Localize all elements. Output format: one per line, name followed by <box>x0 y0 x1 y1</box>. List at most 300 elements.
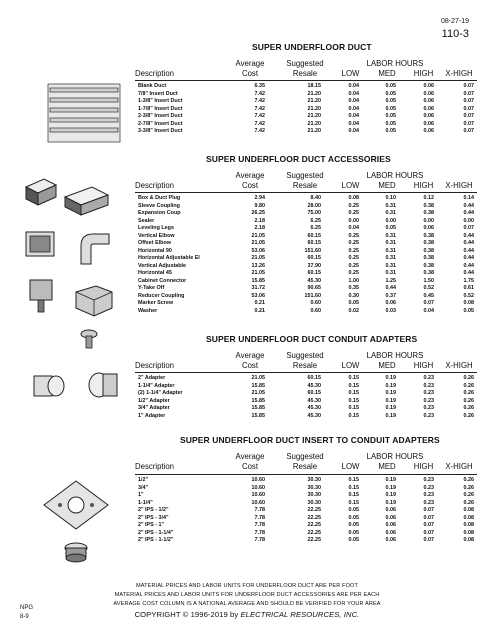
table-row <box>138 218 474 226</box>
row-description: Box & Duct Plug <box>138 195 181 201</box>
table-accessories <box>138 195 474 315</box>
table-row <box>138 128 474 136</box>
row-value: 30.30 <box>307 492 321 498</box>
row-value: 0.31 <box>385 202 396 209</box>
row-value: 0.07 <box>463 90 474 97</box>
row-value: 6.25 <box>310 225 321 231</box>
row-value: 0.06 <box>385 522 396 528</box>
row-value: 0.31 <box>385 247 396 254</box>
row-value: 0.23 <box>423 382 434 389</box>
row-value: 0.00 <box>423 217 434 224</box>
row-value: 0.05 <box>463 307 474 314</box>
col-suggested: Suggested <box>286 351 324 360</box>
table-row <box>138 383 474 391</box>
col-xhigh: X-HIGH <box>445 69 473 78</box>
row-description: 2" IPS - 3/4" <box>138 514 169 521</box>
row-value: 0.25 <box>348 240 359 246</box>
row-value: 6.35 <box>254 83 265 89</box>
row-value: 7.42 <box>254 98 265 104</box>
row-value: 0.44 <box>463 202 474 209</box>
row-value: 0.23 <box>423 477 434 483</box>
row-description: Vertical Adjustable <box>138 262 187 269</box>
row-value: 0.14 <box>463 195 474 201</box>
row-value: 0.25 <box>348 262 359 269</box>
row-description: 2-7/8" Insert Duct <box>138 120 183 127</box>
row-value: 0.06 <box>385 529 396 536</box>
col-resale: Resale <box>292 181 318 190</box>
row-value: 0.15 <box>348 390 359 396</box>
footer-note-2: MATERIAL PRICES AND LABOR UNITS FOR UNDERFLOOR DUCT ACCESSORIES ARE PER EACH <box>114 592 380 598</box>
row-value: 0.07 <box>463 98 474 104</box>
row-value: 2.18 <box>254 225 265 231</box>
row-value: 0.25 <box>348 270 359 276</box>
table-row <box>138 485 474 493</box>
row-value: 0.44 <box>463 232 474 239</box>
table-row <box>138 83 474 91</box>
row-value: 22.25 <box>307 522 321 528</box>
row-value: 0.08 <box>348 195 359 201</box>
row-value: 45.30 <box>307 405 321 411</box>
row-value: 0.07 <box>463 113 474 119</box>
row-value: 0.23 <box>423 405 434 411</box>
row-value: 0.04 <box>348 120 359 127</box>
table-row <box>138 515 474 523</box>
row-value: 21.05 <box>251 240 265 246</box>
row-value: 0.19 <box>385 477 396 483</box>
footer-note-1: MATERIAL PRICES AND LABOR UNITS FOR UNDERFLOOR DUCT ARE PER FOOT <box>136 583 358 589</box>
header-rule <box>135 192 477 193</box>
row-value: 0.15 <box>348 412 359 419</box>
row-value: 0.06 <box>423 225 434 231</box>
row-value: 0.19 <box>385 382 396 389</box>
row-value: 60.15 <box>307 390 321 396</box>
row-description: 2-3/8" Insert Duct <box>138 113 183 119</box>
row-value: 0.38 <box>423 270 434 276</box>
row-description: (2) 1-1/4" Adapter <box>138 390 183 396</box>
table-row <box>138 413 474 421</box>
table-row <box>138 233 474 241</box>
side-code-1: NPG <box>20 605 34 611</box>
row-value: 28.00 <box>307 202 321 209</box>
col-high: HIGH <box>413 462 434 471</box>
col-resale: Resale <box>292 462 318 471</box>
row-value: 0.04 <box>348 225 359 231</box>
row-description: Washer <box>138 307 158 314</box>
row-value: 1.25 <box>385 277 396 284</box>
row-value: 0.44 <box>463 240 474 246</box>
table-row <box>138 405 474 413</box>
row-value: 10.60 <box>251 499 265 506</box>
row-value: 1.75 <box>463 277 474 284</box>
col-resale: Resale <box>292 69 318 78</box>
row-value: 7.78 <box>254 529 265 536</box>
row-value: 22.25 <box>307 537 321 543</box>
row-value: 0.08 <box>463 507 474 513</box>
row-value: 21.05 <box>251 232 265 239</box>
row-value: 7.78 <box>254 522 265 528</box>
row-value: 0.38 <box>423 255 434 261</box>
footer-note-3: AVERAGE COST COLUMN IS A NATIONAL AVERAGE AND SHOULD BE VERIFIED FOR YOUR AREA <box>113 601 381 607</box>
table-row <box>138 285 474 293</box>
row-value: 0.60 <box>310 307 321 314</box>
horizontal-elbow-icon <box>72 282 116 322</box>
row-value: 1.00 <box>348 277 359 284</box>
row-value: 7.42 <box>254 113 265 119</box>
table-row <box>138 240 474 248</box>
row-value: 30.30 <box>307 477 321 483</box>
row-value: 0.05 <box>385 98 396 104</box>
col-med: MED <box>378 69 396 78</box>
table-row <box>138 507 474 515</box>
row-value: 0.15 <box>348 499 359 506</box>
row-value: 0.07 <box>423 522 434 528</box>
table-row <box>138 270 474 278</box>
row-value: 21.20 <box>307 120 321 127</box>
col-average: Average <box>235 351 265 360</box>
row-description: 1/2" <box>138 477 149 483</box>
row-value: 0.05 <box>348 529 359 536</box>
table-row <box>138 278 474 286</box>
header-rule <box>135 80 477 81</box>
row-value: 0.25 <box>348 255 359 261</box>
table-row <box>138 195 474 203</box>
row-value: 0.06 <box>385 537 396 543</box>
row-description: Horizontal 45 <box>138 270 172 276</box>
row-value: 0.19 <box>385 484 396 491</box>
row-value: 60.15 <box>307 270 321 276</box>
row-value: 0.26 <box>463 477 474 483</box>
table-row <box>138 248 474 256</box>
table-row <box>138 477 474 485</box>
table-conduit-adapters <box>138 375 474 420</box>
row-value: 0.15 <box>348 397 359 404</box>
row-value: 6.25 <box>310 217 321 224</box>
row-value: 30.30 <box>307 484 321 491</box>
row-value: 1.50 <box>423 277 434 284</box>
row-description: Cabinet Connector <box>138 277 187 284</box>
row-value: 0.19 <box>385 405 396 411</box>
row-value: 151.60 <box>304 247 321 254</box>
row-value: 0.04 <box>423 307 434 314</box>
page-date: 08-27-19 <box>440 18 469 25</box>
row-value: 0.06 <box>385 514 396 521</box>
page-number: 110-3 <box>441 28 469 40</box>
row-value: 0.06 <box>423 113 434 119</box>
row-description: 1" <box>138 492 144 498</box>
footer-copyright <box>0 610 494 619</box>
row-value: 21.20 <box>307 128 321 134</box>
table-row <box>138 300 474 308</box>
section-title-insert-adapters: SUPER UNDERFLOOR DUCT INSERT TO CONDUIT ADAPTERS <box>180 435 440 445</box>
row-value: 15.85 <box>251 405 265 411</box>
row-value: 0.38 <box>423 210 434 216</box>
row-value: 0.26 <box>463 397 474 404</box>
row-value: 0.37 <box>385 292 396 299</box>
row-description: 2" IPS - 1/2" <box>138 507 169 513</box>
row-value: 0.23 <box>423 492 434 498</box>
table-row <box>138 263 474 271</box>
row-description: Marker Screw <box>138 300 174 306</box>
row-value: 0.15 <box>348 405 359 411</box>
row-value: 0.38 <box>423 262 434 269</box>
row-value: 0.05 <box>385 120 396 127</box>
row-value: 21.05 <box>251 255 265 261</box>
row-value: 15.85 <box>251 397 265 404</box>
row-value: 0.23 <box>423 375 434 381</box>
table-insert-adapters <box>138 477 474 545</box>
row-value: 0.25 <box>348 232 359 239</box>
row-value: 53.06 <box>251 247 265 254</box>
row-description: 1-7/8" Insert Duct <box>138 105 183 112</box>
row-value: 0.23 <box>423 397 434 404</box>
row-value: 0.19 <box>385 492 396 498</box>
table-row <box>138 492 474 500</box>
row-value: 0.07 <box>463 83 474 89</box>
col-average: Average <box>235 452 265 461</box>
row-value: 0.03 <box>385 307 396 314</box>
row-value: 0.06 <box>423 90 434 97</box>
row-description: Y-Take Off <box>138 285 165 291</box>
col-average: Average <box>235 171 265 180</box>
row-value: 0.44 <box>463 270 474 276</box>
row-value: 0.31 <box>385 262 396 269</box>
row-value: 0.06 <box>423 83 434 89</box>
section-title-duct: SUPER UNDERFLOOR DUCT <box>252 42 372 52</box>
row-value: 21.20 <box>307 113 321 119</box>
header-rule <box>135 474 477 475</box>
row-value: 0.05 <box>348 300 359 306</box>
row-value: 0.19 <box>385 375 396 381</box>
box-plug-icon <box>22 175 60 211</box>
row-description: Sleeve Coupling <box>138 202 180 209</box>
row-value: 0.06 <box>385 507 396 513</box>
col-high: HIGH <box>413 69 434 78</box>
row-value: 0.05 <box>348 522 359 528</box>
row-value: 0.15 <box>348 375 359 381</box>
row-value: 26.25 <box>251 210 265 216</box>
row-value: 15.85 <box>251 277 265 284</box>
col-high: HIGH <box>413 181 434 190</box>
row-value: 0.23 <box>423 499 434 506</box>
col-cost: Cost <box>241 462 259 471</box>
row-value: 0.38 <box>423 240 434 246</box>
row-value: 0.31 <box>385 240 396 246</box>
row-value: 45.30 <box>307 277 321 284</box>
row-value: 0.00 <box>348 217 359 224</box>
row-value: 0.45 <box>423 292 434 299</box>
row-value: 0.07 <box>463 225 474 231</box>
row-description: 1/2" Adapter <box>138 397 170 404</box>
row-value: 0.05 <box>385 128 396 134</box>
row-value: 0.04 <box>348 83 359 89</box>
row-value: 15.85 <box>251 412 265 419</box>
row-description: 2" IPS - 1" <box>138 522 165 528</box>
row-value: 0.08 <box>463 300 474 306</box>
col-med: MED <box>378 462 396 471</box>
table-row <box>138 121 474 129</box>
row-value: 0.06 <box>423 120 434 127</box>
row-value: 0.26 <box>463 412 474 419</box>
row-value: 53.06 <box>251 292 265 299</box>
row-value: 0.38 <box>423 247 434 254</box>
row-description: 1-3/8" Insert Duct <box>138 98 183 104</box>
row-value: 7.42 <box>254 90 265 97</box>
row-value: 0.60 <box>310 300 321 306</box>
col-med: MED <box>378 361 396 370</box>
row-value: 0.12 <box>423 195 434 201</box>
row-description: Horizontal Adjustable El <box>138 255 200 261</box>
col-description: Description <box>135 69 174 78</box>
row-value: 0.30 <box>348 292 359 299</box>
row-value: 0.61 <box>463 285 474 291</box>
row-value: 0.19 <box>385 499 396 506</box>
row-value: 0.04 <box>348 90 359 97</box>
row-description: Blank Duct <box>138 83 167 89</box>
table-row <box>138 113 474 121</box>
row-value: 30.30 <box>307 499 321 506</box>
table-row <box>138 375 474 383</box>
row-value: 0.19 <box>385 390 396 396</box>
col-resale: Resale <box>292 361 318 370</box>
col-cost: Cost <box>241 181 259 190</box>
row-value: 0.44 <box>385 285 396 291</box>
row-value: 37.90 <box>307 262 321 269</box>
table-row <box>138 255 474 263</box>
underflood-duct-illustration <box>40 76 130 151</box>
row-value: 0.26 <box>463 382 474 389</box>
row-value: 60.15 <box>307 232 321 239</box>
col-labor-hours: LABOR HOURS <box>366 59 424 68</box>
col-description: Description <box>135 361 174 370</box>
row-value: 31.72 <box>251 285 265 291</box>
expansion-coupling-icon <box>22 226 62 266</box>
col-med: MED <box>378 181 396 190</box>
row-description: Offset Elbow <box>138 240 171 246</box>
row-value: 0.07 <box>423 300 434 306</box>
row-value: 0.31 <box>385 270 396 276</box>
row-value: 0.31 <box>385 232 396 239</box>
col-low: LOW <box>341 462 360 471</box>
row-value: 22.25 <box>307 514 321 521</box>
side-code-2: 8-9 <box>20 614 29 620</box>
row-value: 0.04 <box>348 105 359 112</box>
col-low: LOW <box>341 181 360 190</box>
col-description: Description <box>135 181 174 190</box>
row-description: Leveling Legs <box>138 225 174 231</box>
table-row <box>138 203 474 211</box>
row-value: 9.80 <box>254 202 265 209</box>
col-xhigh: X-HIGH <box>445 361 473 370</box>
row-value: 0.52 <box>423 285 434 291</box>
col-low: LOW <box>341 361 360 370</box>
row-value: 7.78 <box>254 514 265 521</box>
col-average: Average <box>235 59 265 68</box>
conduit-adapter-2-icon <box>85 368 123 402</box>
row-value: 0.05 <box>385 105 396 112</box>
row-value: 0.31 <box>385 255 396 261</box>
col-suggested: Suggested <box>286 59 324 68</box>
table-row <box>138 225 474 233</box>
row-value: 21.20 <box>307 105 321 112</box>
table-row <box>138 308 474 316</box>
col-description: Description <box>135 462 174 471</box>
row-value: 45.30 <box>307 412 321 419</box>
row-value: 21.20 <box>307 90 321 97</box>
table-row <box>138 106 474 114</box>
row-value: 0.15 <box>348 492 359 498</box>
row-value: 0.07 <box>463 105 474 112</box>
row-value: 45.30 <box>307 382 321 389</box>
threaded-insert-icon <box>62 540 90 566</box>
row-value: 0.19 <box>385 412 396 419</box>
row-description: 3/4" Adapter <box>138 405 170 411</box>
row-value: 0.44 <box>463 262 474 269</box>
row-value: 0.05 <box>348 537 359 543</box>
row-value: 0.08 <box>463 514 474 521</box>
row-value: 151.60 <box>304 292 321 299</box>
row-value: 0.06 <box>423 105 434 112</box>
insert-adapter-plate-icon <box>40 475 112 533</box>
col-labor-hours: LABOR HOURS <box>366 351 424 360</box>
row-value: 2.94 <box>254 195 265 201</box>
vertical-elbow-icon <box>75 228 115 270</box>
row-value: 0.52 <box>463 292 474 299</box>
row-value: 0.07 <box>463 120 474 127</box>
row-value: 0.08 <box>463 529 474 536</box>
row-value: 15.85 <box>251 382 265 389</box>
row-value: 0.00 <box>463 217 474 224</box>
row-description: 2" IPS - 1-1/2" <box>138 537 174 543</box>
row-value: 0.05 <box>385 90 396 97</box>
section-title-accessories: SUPER UNDERFLOOR DUCT ACCESSORIES <box>206 154 391 164</box>
col-suggested: Suggested <box>286 452 324 461</box>
row-value: 0.04 <box>348 128 359 134</box>
row-value: 0.38 <box>423 202 434 209</box>
row-value: 0.07 <box>423 514 434 521</box>
row-value: 60.15 <box>307 375 321 381</box>
row-value: 10.60 <box>251 477 265 483</box>
marker-screw-icon <box>78 328 100 352</box>
row-value: 0.00 <box>385 217 396 224</box>
row-value: 13.26 <box>251 262 265 269</box>
table-row <box>138 537 474 545</box>
section-title-conduit-adapters: SUPER UNDERFLOOR DUCT CONDUIT ADAPTERS <box>206 334 418 344</box>
row-value: 10.60 <box>251 492 265 498</box>
row-value: 45.30 <box>307 397 321 404</box>
row-description: 1-1/4" <box>138 499 153 506</box>
row-value: 0.35 <box>348 285 359 291</box>
row-value: 0.26 <box>463 499 474 506</box>
col-cost: Cost <box>241 361 259 370</box>
row-value: 0.26 <box>463 390 474 396</box>
col-high: HIGH <box>413 361 434 370</box>
row-value: 0.26 <box>463 405 474 411</box>
row-value: 0.19 <box>385 397 396 404</box>
table-row <box>138 293 474 301</box>
coupling-icon <box>62 183 112 219</box>
row-value: 0.04 <box>348 98 359 104</box>
col-labor-hours: LABOR HOURS <box>366 452 424 461</box>
row-value: 0.26 <box>463 484 474 491</box>
row-description: Horizontal 90 <box>138 247 172 254</box>
row-value: 21.05 <box>251 270 265 276</box>
row-value: 0.38 <box>423 232 434 239</box>
row-value: 0.05 <box>385 113 396 119</box>
row-value: 22.25 <box>307 507 321 513</box>
table-row <box>138 522 474 530</box>
header-rule <box>135 372 477 373</box>
row-value: 0.06 <box>423 128 434 134</box>
